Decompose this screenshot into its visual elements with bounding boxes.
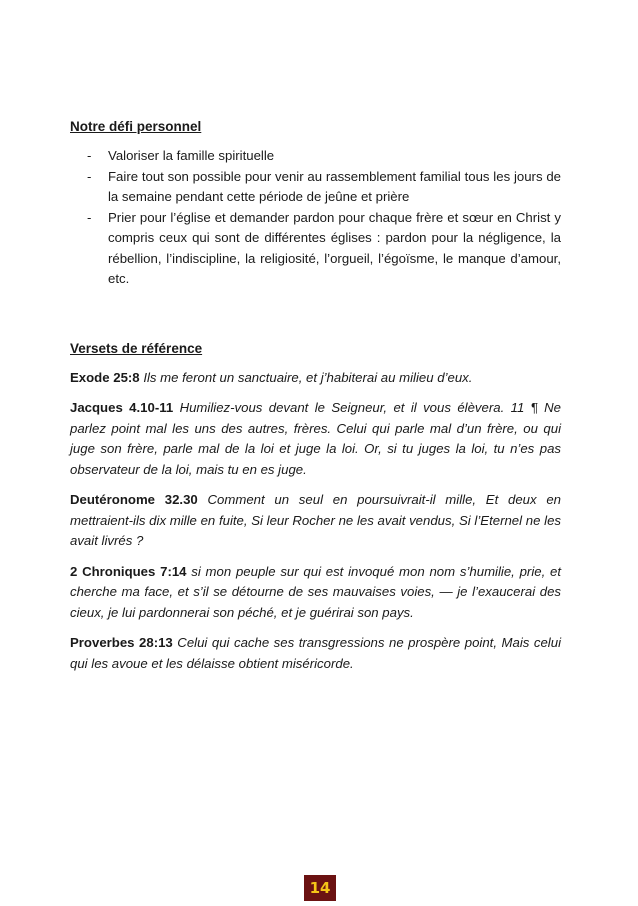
document-page [70,118,561,684]
verses-heading: Versets de référence [70,340,203,356]
verse-reference: Deutéronome 32.30 [70,492,198,507]
verse-reference: Jacques 4.10-11 [70,400,174,415]
verse-reference: Proverbes 28:13 [70,635,173,650]
challenge-item-text: Valoriser la famille spirituelle [108,148,275,163]
challenge-item-text: Prier pour l’église et demander pardon pour chaque frère et sœur en Christ y compris ceux qui sont de différentes églises : pardon pour la négligence, la rébellion, l’indiscipline, la religiosité, l’orgueil, l’égoïsme, le manque d’amour, etc. [108,209,561,286]
verse-text: Comment un seul en poursuivrait-il mille, Et deux en mettraient-ils dix mille en fuite, Si leur Rocher ne les avait vendus, Si l’Eternel ne les avait livrés ? [70,492,562,548]
challenge-item [70,208,561,290]
challenge-item [70,167,561,208]
verse-paragraph [70,490,561,552]
challenge-item-text: Faire tout son possible pour venir au rassemblement familial tous les jours de la semaine pendant cette période de jeûne et prière [108,168,561,204]
challenge-heading: Notre défi personnel [70,119,202,134]
list-bullet: - [87,148,92,163]
verse-text: si mon peuple sur qui est invoqué mon nom s’humilie, prie, et cherche ma face, et s’il se détourne de ses mauvaises voies, — je l’exaucerai des cieux, je lui pardonnerai son péché, et je guérirai son pays. [70,563,561,620]
verse-reference: Exode 25:8 [70,369,140,385]
challenge-list [70,146,561,290]
verse-text: Humiliez-vous devant le Seigneur, et il vous élèvera. 11 ¶ Ne parlez point mal les uns des autres, frères. Celui qui parle mal d’un frère, ou qui juge son frère, parle mal de la loi et juge la loi. Or, si tu juges la loi, tu n’es pas observateur de la loi, mais tu en es juge. [70,400,562,477]
list-bullet: - [87,168,92,184]
verse-text: Celui qui cache ses transgressions ne prospère point, Mais celui qui les avoue et les délaisse obtient miséricorde. [70,635,562,671]
verse-reference: 2 Chroniques 7:14 [70,563,187,579]
page-number: 14 [309,879,331,897]
challenge-item [70,146,561,167]
page-number-badge [304,875,336,901]
verse-paragraph [70,633,561,674]
verse-paragraph [70,562,561,624]
verse-paragraph [70,368,561,389]
verse-paragraph [70,398,561,480]
list-bullet: - [87,209,92,225]
verse-text: Ils me feront un sanctuaire, et j’habiterai au milieu d’eux. [143,369,473,385]
